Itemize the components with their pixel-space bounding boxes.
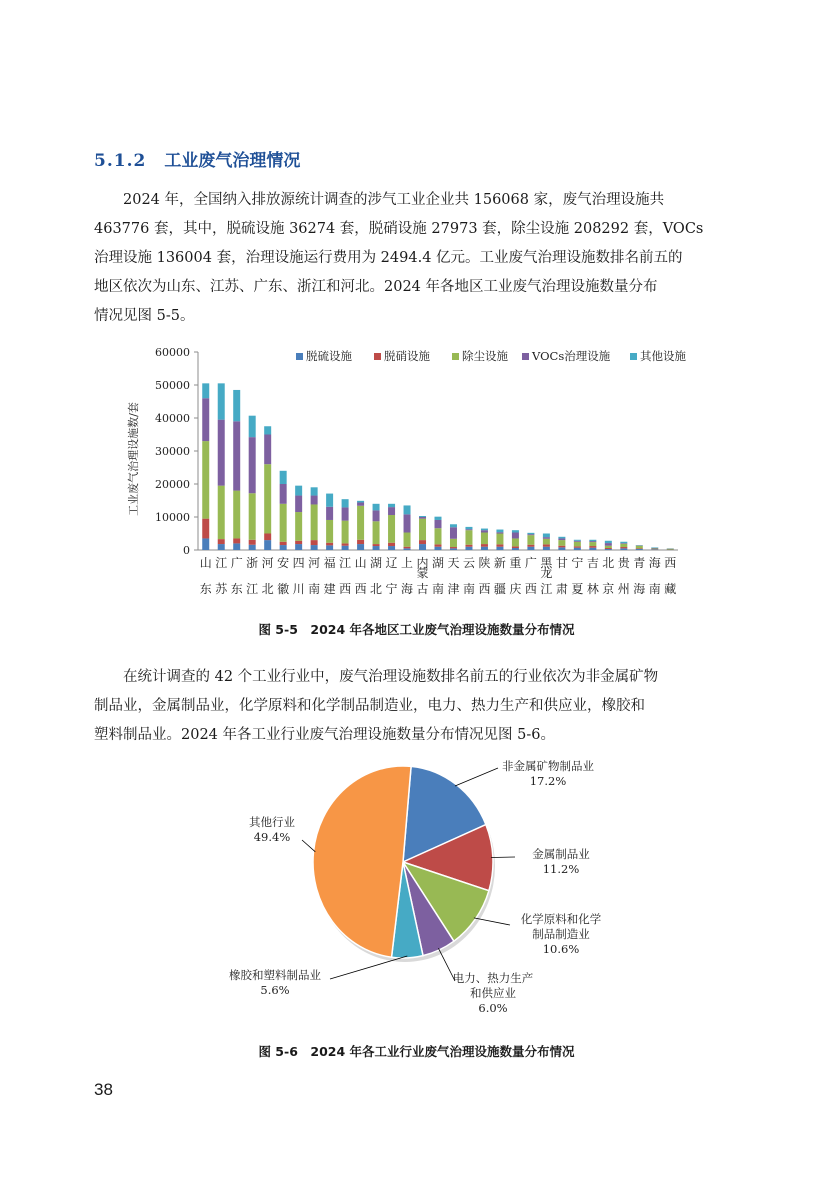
bar-segment xyxy=(202,398,209,441)
bar-segment xyxy=(202,519,209,539)
x-tick-label: 青 xyxy=(633,556,646,570)
leader-line xyxy=(330,956,407,979)
bar-segment xyxy=(605,543,612,546)
bar-segment xyxy=(512,530,519,532)
x-tick-label: 徽 xyxy=(277,582,290,596)
bar-segment xyxy=(357,540,364,544)
bar-segment xyxy=(233,491,240,539)
legend-swatch xyxy=(374,353,381,360)
bar-segment xyxy=(543,547,550,550)
bar-segment xyxy=(249,437,256,493)
bar-segment xyxy=(264,426,271,434)
bar-segment xyxy=(295,512,302,541)
bar-segment xyxy=(419,519,426,540)
x-tick-label: 广 xyxy=(524,556,537,570)
bar-segment xyxy=(202,441,209,519)
bar-segment xyxy=(311,487,318,495)
bar-segment xyxy=(574,546,581,547)
x-tick-label: 宁 xyxy=(385,582,398,596)
bar-segment xyxy=(589,542,596,546)
pie-percent-label: 49.4% xyxy=(253,830,291,844)
bar-segment xyxy=(388,543,395,546)
industry-facilities-pie-chart xyxy=(0,755,833,1030)
bar-segment xyxy=(280,471,287,484)
pie-percent-label: 6.0% xyxy=(478,1001,508,1015)
section-title: 工业废气治理情况 xyxy=(164,151,301,171)
x-tick-label: 蒙 xyxy=(416,566,429,580)
x-tick-label: 东 xyxy=(230,582,243,596)
x-tick-label: 陕 xyxy=(478,556,491,570)
x-tick-label: 山 xyxy=(354,556,367,570)
bar-segment xyxy=(450,527,457,539)
bar-segment xyxy=(218,539,225,544)
bar-segment xyxy=(527,535,534,545)
bar-segment xyxy=(636,546,643,549)
bar-segment xyxy=(651,549,658,550)
bar-segment xyxy=(481,533,488,545)
bar-segment xyxy=(233,538,240,543)
bar-segment xyxy=(605,541,612,543)
bar-segment xyxy=(450,539,457,547)
paragraph-line: 制品业，金属制品业，化学原料和化学制品制造业，电力、热力生产和供应业，橡胶和 xyxy=(94,698,645,714)
x-tick-label: 江 xyxy=(246,582,259,596)
legend-swatch xyxy=(630,353,637,360)
y-tick-label: 40000 xyxy=(155,412,190,425)
paragraph-line: 463776 套，其中，脱硫设施 36274 套，脱硝设施 27973 套，除尘设施 208292 套，VOCs xyxy=(94,221,704,237)
x-tick-label: 新 xyxy=(493,556,506,570)
bar-segment xyxy=(558,547,565,550)
x-tick-label: 河 xyxy=(308,556,321,570)
bar-segment xyxy=(357,501,364,503)
x-tick-label: 江 xyxy=(540,582,553,596)
bar-segment xyxy=(558,538,565,540)
bar-segment xyxy=(202,383,209,398)
bar-segment xyxy=(404,547,411,549)
bar-segment xyxy=(218,420,225,486)
bar-segment xyxy=(636,548,643,549)
bar-segment xyxy=(295,496,302,513)
y-tick-label: 30000 xyxy=(155,445,190,458)
bar-segment xyxy=(280,545,287,550)
bar-segment xyxy=(326,520,333,543)
bar-segment xyxy=(404,533,411,547)
bar-segment xyxy=(589,548,596,550)
bar-segment xyxy=(295,486,302,496)
bar-segment xyxy=(496,534,503,545)
bar-segment xyxy=(311,496,318,505)
x-tick-label: 福 xyxy=(323,556,336,570)
bar-segment xyxy=(496,532,503,533)
x-tick-label: 宁 xyxy=(571,556,584,570)
bar-segment xyxy=(388,507,395,515)
section-number: 5.1.2 xyxy=(94,151,147,171)
paragraph-line: 塑料制品业。2024 年各工业行业废气治理设施数量分布情况见图 5-6。 xyxy=(94,727,555,743)
x-tick-label: 津 xyxy=(447,582,460,596)
bar-segment xyxy=(512,548,519,550)
bar-segment xyxy=(450,548,457,550)
bar-segment xyxy=(574,540,581,541)
bar-segment xyxy=(388,504,395,507)
legend-label: VOCs治理设施 xyxy=(532,349,611,363)
bar-segment xyxy=(527,534,534,535)
x-tick-label: 辽 xyxy=(385,556,398,570)
x-tick-label: 黑 xyxy=(540,556,553,570)
x-tick-label: 江 xyxy=(215,556,228,570)
paragraph-line: 情况见图 5-5。 xyxy=(94,308,195,324)
bar-segment xyxy=(311,504,318,540)
x-tick-label: 南 xyxy=(308,582,321,596)
x-tick-label: 海 xyxy=(401,582,414,596)
pie-label: 橡胶和塑料制品业 xyxy=(229,968,321,982)
bar-segment xyxy=(373,504,380,511)
bar-segment xyxy=(233,390,240,421)
bar-segment xyxy=(373,521,380,544)
x-tick-label: 古 xyxy=(416,582,429,596)
page-number: 38 xyxy=(94,1080,113,1099)
paragraph-2 xyxy=(94,663,740,750)
section-heading xyxy=(94,146,300,171)
bar-segment xyxy=(620,543,627,544)
bar-segment xyxy=(620,548,627,550)
bar-segment xyxy=(218,544,225,550)
x-tick-label: 庆 xyxy=(509,582,522,596)
bar-segment xyxy=(404,514,411,532)
bar-segment xyxy=(373,510,380,521)
bar-segment xyxy=(419,516,426,517)
y-tick-label: 10000 xyxy=(155,511,190,524)
bar-segment xyxy=(404,548,411,550)
bar-segment xyxy=(264,540,271,550)
pie-label: 制品制造业 xyxy=(532,927,590,941)
bar-segment xyxy=(342,543,349,545)
bar-segment xyxy=(264,464,271,533)
bar-segment xyxy=(373,544,380,546)
x-tick-label: 林 xyxy=(586,582,599,596)
x-tick-label: 四 xyxy=(292,556,305,570)
paragraph-1 xyxy=(94,186,740,331)
paragraph-line: 2024 年，全国纳入排放源统计调查的涉气工业企业共 156068 家，废气治理设施共 xyxy=(123,192,665,208)
x-tick-label: 川 xyxy=(292,582,305,596)
bar-segment xyxy=(357,544,364,550)
bar-segment xyxy=(527,545,534,547)
bar-segment xyxy=(295,544,302,550)
x-tick-label: 湖 xyxy=(370,556,383,570)
x-tick-label: 西 xyxy=(478,582,491,596)
bar-segment xyxy=(667,549,674,550)
bar-segment xyxy=(202,538,209,550)
bar-segment xyxy=(605,549,612,550)
bar-segment xyxy=(589,541,596,542)
x-tick-label: 云 xyxy=(462,556,475,570)
x-tick-label: 重 xyxy=(509,556,522,570)
bar-segment xyxy=(249,493,256,540)
bar-segment xyxy=(558,540,565,546)
leader-line xyxy=(491,857,515,858)
paragraph-line: 在统计调查的 42 个工业行业中，废气治理设施数排名前五的行业依次为非金属矿物 xyxy=(123,669,659,685)
bar-segment xyxy=(589,540,596,541)
bar-segment xyxy=(465,547,472,550)
legend-swatch xyxy=(522,353,529,360)
legend-swatch xyxy=(296,353,303,360)
bar-segment xyxy=(481,529,488,531)
bar-segment xyxy=(465,527,472,529)
x-tick-label: 南 xyxy=(648,582,661,596)
bar-segment xyxy=(249,545,256,550)
bar-segment xyxy=(605,548,612,549)
bar-segment xyxy=(574,541,581,542)
y-tick-label: 0 xyxy=(183,544,190,557)
bar-segment xyxy=(481,547,488,550)
bar-segment xyxy=(651,548,658,549)
figure-5-5-caption: 图 5-5 2024 年各地区工业废气治理设施数量分布情况 xyxy=(258,622,575,637)
x-tick-label: 西 xyxy=(339,582,352,596)
bar-segment xyxy=(419,540,426,544)
legend-swatch xyxy=(452,353,459,360)
bar-segment xyxy=(218,486,225,539)
pie-label: 其他行业 xyxy=(249,815,295,829)
y-tick-label: 60000 xyxy=(155,346,190,359)
y-tick-label: 50000 xyxy=(155,379,190,392)
bar-segment xyxy=(527,547,534,550)
x-tick-label: 浙 xyxy=(246,556,259,570)
x-tick-label: 湖 xyxy=(431,556,445,570)
pie-percent-label: 17.2% xyxy=(529,774,567,788)
bar-segment xyxy=(543,537,550,539)
x-tick-label: 西 xyxy=(664,556,677,570)
bar-segment xyxy=(373,546,380,550)
bar-segment xyxy=(388,546,395,550)
x-tick-label: 夏 xyxy=(571,582,584,596)
legend-label: 脱硫设施 xyxy=(306,349,352,363)
bar-segment xyxy=(543,534,550,538)
bar-segment xyxy=(496,544,503,546)
bar-segment xyxy=(357,506,364,540)
pie-percent-label: 11.2% xyxy=(542,862,580,876)
legend-label: 除尘设施 xyxy=(462,349,508,363)
x-tick-label: 内 xyxy=(416,556,429,570)
bar-segment xyxy=(620,544,627,547)
bar-segment xyxy=(311,545,318,550)
bar-segment xyxy=(589,546,596,548)
bar-segment xyxy=(342,507,349,520)
bar-segment xyxy=(435,528,442,544)
bar-segment xyxy=(311,540,318,545)
x-tick-label: 南 xyxy=(462,582,475,596)
bar-segment xyxy=(465,529,472,530)
bar-segment xyxy=(280,484,287,504)
x-tick-label: 海 xyxy=(633,582,646,596)
bar-segment xyxy=(481,544,488,547)
bar-segment xyxy=(620,542,627,543)
bar-segment xyxy=(388,515,395,543)
bar-segment xyxy=(543,539,550,545)
bar-segment xyxy=(342,499,349,507)
x-tick-label: 海 xyxy=(648,556,661,570)
x-tick-label: 州 xyxy=(617,582,630,596)
pie-percent-label: 10.6% xyxy=(542,942,580,956)
regional-facilities-bar-chart xyxy=(0,340,833,600)
bar-segment xyxy=(326,545,333,550)
x-tick-label: 北 xyxy=(602,556,615,570)
bar-segment xyxy=(419,517,426,519)
pie-percent-label: 5.6% xyxy=(260,983,290,997)
bar-segment xyxy=(233,421,240,490)
bar-segment xyxy=(496,530,503,533)
bar-segment xyxy=(512,546,519,548)
bar-segment xyxy=(249,540,256,545)
x-tick-label: 天 xyxy=(447,556,460,570)
pie-label: 和供应业 xyxy=(470,986,516,1000)
bar-segment xyxy=(435,544,442,546)
bar-segment xyxy=(357,502,364,505)
x-tick-label: 江 xyxy=(339,556,352,570)
x-tick-label: 西 xyxy=(524,582,537,596)
leader-line xyxy=(455,768,498,786)
x-tick-label: 广 xyxy=(230,556,243,570)
bar-segment xyxy=(496,547,503,550)
bar-segment xyxy=(264,435,271,465)
bar-segment xyxy=(404,505,411,514)
x-tick-label: 安 xyxy=(277,556,290,570)
pie-label: 电力、热力生产 xyxy=(452,971,534,985)
y-tick-label: 20000 xyxy=(155,478,190,491)
bar-segment xyxy=(326,507,333,520)
figure-5-6-caption: 图 5-6 2024 年各工业行业废气治理设施数量分布情况 xyxy=(258,1044,575,1059)
bar-segment xyxy=(558,546,565,548)
x-tick-label: 京 xyxy=(602,582,615,596)
pie-label: 非金属矿物制品业 xyxy=(502,759,594,773)
x-tick-label: 贵 xyxy=(617,556,630,570)
bar-segment xyxy=(280,504,287,542)
x-tick-label: 上 xyxy=(401,556,414,570)
x-tick-label: 西 xyxy=(354,582,367,596)
pie-label: 化学原料和化学 xyxy=(520,912,602,926)
bar-segment xyxy=(512,533,519,539)
legend-label: 其他设施 xyxy=(640,349,686,363)
bar-segment xyxy=(435,520,442,528)
bar-segment xyxy=(435,547,442,550)
bar-segment xyxy=(605,546,612,548)
paragraph-line: 治理设施 136004 套，治理设施运行费用为 2494.4 亿元。工业废气治理设施数排名前五的 xyxy=(94,250,683,266)
bar-segment xyxy=(450,524,457,527)
bar-segment xyxy=(295,541,302,544)
x-tick-label: 藏 xyxy=(664,582,677,596)
x-tick-label: 北 xyxy=(261,582,274,596)
bar-segment xyxy=(574,548,581,550)
x-tick-label: 龙 xyxy=(540,566,553,580)
x-tick-label: 建 xyxy=(323,582,336,596)
bar-segment xyxy=(342,521,349,544)
pie-label: 金属制品业 xyxy=(532,847,590,861)
x-tick-label: 东 xyxy=(199,582,212,596)
bar-segment xyxy=(233,543,240,550)
bar-segment xyxy=(218,383,225,419)
bar-segment xyxy=(342,546,349,550)
x-tick-label: 疆 xyxy=(493,582,506,596)
bar-segment xyxy=(465,530,472,545)
bar-segment xyxy=(249,416,256,437)
y-axis-title: 工业废气治理设施数/套 xyxy=(127,402,140,516)
legend-label: 脱硝设施 xyxy=(384,349,430,363)
x-tick-label: 河 xyxy=(261,556,274,570)
bar-segment xyxy=(326,494,333,507)
bar-segment xyxy=(481,530,488,532)
bar-segment xyxy=(574,542,581,547)
bar-segment xyxy=(435,517,442,520)
x-tick-label: 山 xyxy=(199,556,212,570)
bar-segment xyxy=(326,543,333,546)
bar-segment xyxy=(636,549,643,550)
bar-segment xyxy=(450,547,457,548)
bar-segment xyxy=(280,542,287,545)
bar-segment xyxy=(620,547,627,548)
x-tick-label: 南 xyxy=(431,582,445,596)
bar-segment xyxy=(465,545,472,547)
x-tick-label: 苏 xyxy=(215,582,228,596)
x-tick-label: 甘 xyxy=(555,556,568,570)
bar-segment xyxy=(527,533,534,534)
leader-line xyxy=(474,918,510,925)
bar-segment xyxy=(558,537,565,539)
leader-line xyxy=(302,840,315,852)
x-tick-label: 吉 xyxy=(586,556,599,570)
bar-segment xyxy=(419,544,426,550)
bar-segment xyxy=(512,538,519,546)
paragraph-line: 地区依次为山东、江苏、广东、浙江和河北。2024 年各地区工业废气治理设施数量分布 xyxy=(94,279,658,295)
x-tick-label: 肃 xyxy=(555,582,568,596)
bar-segment xyxy=(264,534,271,541)
bar-segment xyxy=(543,544,550,546)
x-tick-label: 北 xyxy=(370,582,383,596)
